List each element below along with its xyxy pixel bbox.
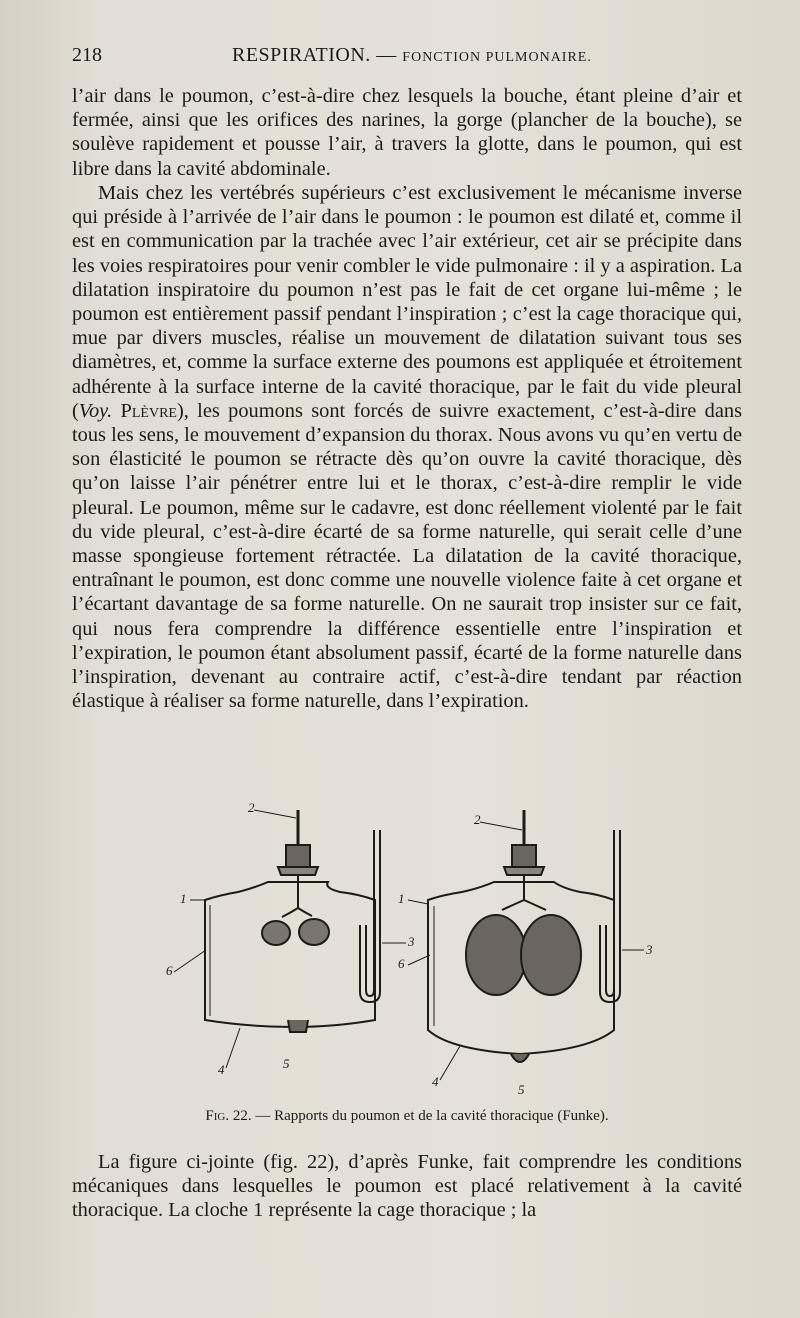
paragraph-1 xyxy=(72,84,742,181)
paragraph-2 xyxy=(72,181,742,713)
running-title xyxy=(232,44,592,67)
right-label-2: 2 xyxy=(474,812,481,827)
left-label-3: 3 xyxy=(408,934,415,949)
figure-caption xyxy=(72,1108,742,1125)
paragraph-1-text: l’air dans le poumon, c’est-à-dire chez lesquels la bouche, étant pleine d’air et fermée, ainsi que les orifices des narines, la gorge (plancher de la bouche), se soulève rapidement et pousse l’air, à travers la glotte, dans le poumon, qui est libre dans la cavité abdominale. xyxy=(72,85,742,180)
header-title: RESPIRATION. xyxy=(232,44,371,66)
paragraph-3-text: La figure ci-jointe (fig. 22), d’après Funke, fait comprendre les conditions mécaniques dans lesquelles le poumon est placé relativement à la cavité thoracique. La cloche 1 représente la cage thoracique ; la xyxy=(72,1151,742,1222)
running-header xyxy=(72,44,742,74)
right-label-3: 3 xyxy=(646,942,653,957)
reference-voy: Voy. xyxy=(78,399,113,422)
right-label-1: 1 xyxy=(398,891,405,906)
left-label-6: 6 xyxy=(166,963,173,978)
left-label-5: 5 xyxy=(283,1056,290,1071)
left-figure-labels xyxy=(166,800,415,1077)
page-number: 218 xyxy=(72,44,102,66)
header-subtitle: FONCTION PULMONAIRE. xyxy=(402,50,592,65)
header-separator: — xyxy=(370,44,403,66)
left-label-4: 4 xyxy=(218,1062,225,1077)
figure-number: Fig. 22. xyxy=(205,1108,252,1124)
right-apparatus xyxy=(428,810,620,1062)
paragraph-2-part-b: ), les poumons sont forcés de suivre exactement, c’est-à-dire dans tous les sens, le mouvement d’expansion du thorax. Nous avons vu qu’en vertu de son élasticité le poumon se rétracte dès qu’on ouvre la cavité thoracique, dès qu’on laisse l’air pénétrer entre lui et le thorax, c’est-à-dire remplir le vide pleural. Le poumon, même sur le cadavre, est donc réellement violenté par le fait du vide pleural, c’est-à-dire écarté de sa forme naturelle, qui serait celle d’une masse spongieuse fortement rétractée. La dilatation de la cavité thoracique, entraînant le poumon, est donc comme une nouvelle violence faite à cet organe et l’écartant davantage de sa forme naturelle. On ne saurait trop insister sur ce fait, qui nous fera comprendre la différence essentielle entre l’inspiration et l’expiration, le poumon étant absolument passif, écarté de la forme naturelle dans l’inspiration, devenant au contraire actif, c’est-à-dire tendant par réaction élastique à réaliser sa forme naturelle, dans l’expiration. xyxy=(72,399,742,713)
left-apparatus xyxy=(205,810,380,1032)
reference-plevre: Plèvre xyxy=(120,399,177,422)
right-label-6: 6 xyxy=(398,956,405,971)
right-label-5: 5 xyxy=(518,1082,525,1097)
paragraph-3 xyxy=(72,1150,742,1223)
figure-caption-text: — Rapports du poumon et de la cavité thoracique (Funke). xyxy=(251,1108,609,1124)
left-label-1: 1 xyxy=(180,891,187,906)
figure-22 xyxy=(150,800,670,1100)
paragraph-2-text xyxy=(72,181,742,713)
left-label-2: 2 xyxy=(248,800,255,815)
funke-apparatus-illustration xyxy=(150,800,670,1100)
right-label-4: 4 xyxy=(432,1074,439,1089)
paragraph-2-part-a: Mais chez les vertébrés supérieurs c’est exclusivement le mécanisme inverse qui préside à l’arrivée de l’air dans le poumon : le poumon est dilaté et, comme il est en communication par la trachée avec l’air extérieur, cet air se précipite dans les voies respiratoires pour venir combler le vide pulmonaire : il y a aspiration. La dilatation inspiratoire du poumon n’est pas le fait de cet organe lui-même ; le poumon est entièrement passif pendant l’inspiration ; c’est la cage thoracique qui, mue par divers muscles, réalise un mouvement de dilatation suivant tous ses diamètres, et, comme la surface externe des poumons est appliquée et étroitement adhérente à la surface interne de la cavité thoracique, par le fait du vide pleural ( xyxy=(72,182,742,422)
